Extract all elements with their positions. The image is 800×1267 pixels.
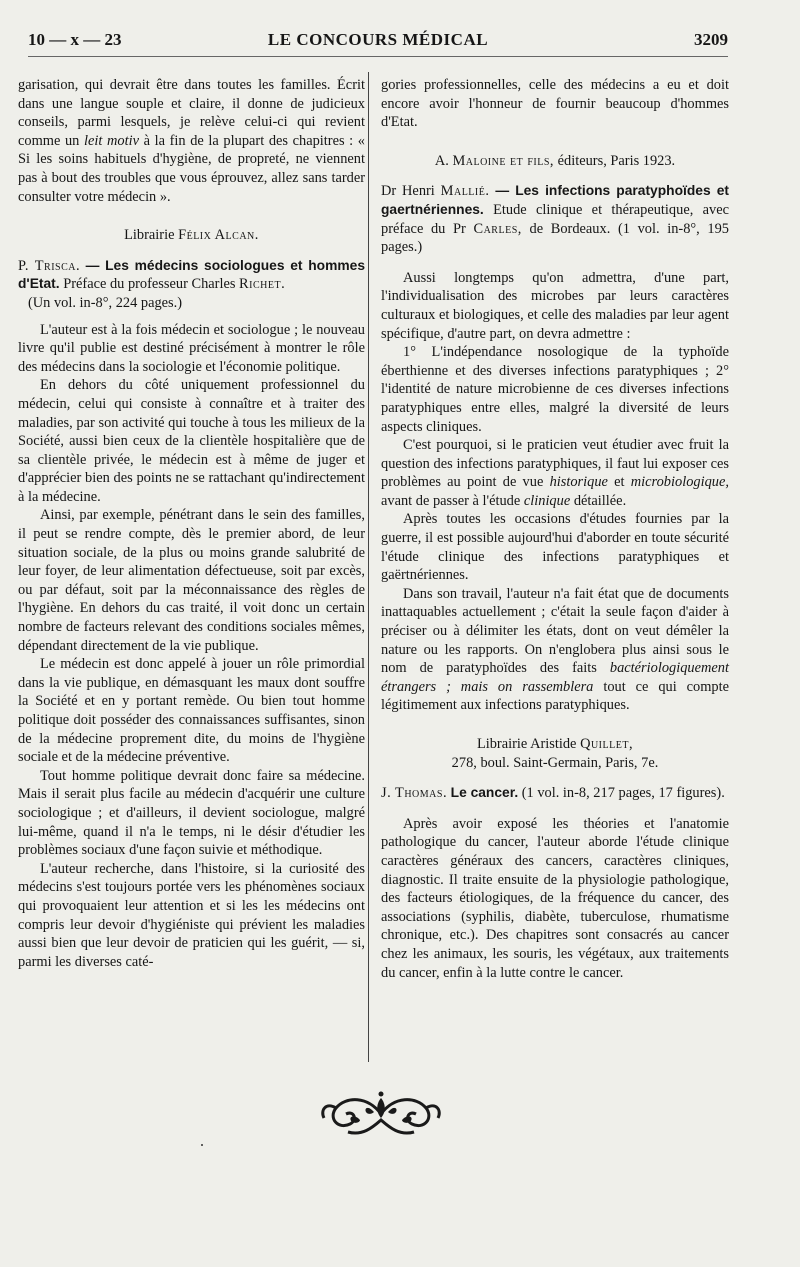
paragraph: C'est pourquoi, si le praticien veut étudier avec fruit la question des infections paratyphiques, il faut lui exposer ces problèmes au point de vue historique et microbiologique, avant de passer à l'étude clinique détaillée. (381, 437, 729, 509)
book-entry-thomas: J. Thomas. Le cancer. (1 vol. in-8, 217 pages, 17 figures). (381, 785, 725, 802)
paragraph-intro: garisation, qui devrait être dans toutes les familles. Écrit dans une langue souple et claire, il donne de judicieux conseils, parmi lesquels, je relève celui-ci qui revient comme un leit motiv à la fin de la plupart des chapitres : « Si les soins habituels d'hygiène, de propreté, ne viennent pas à bout des troubles que vous éprouvez, allez sans tarder consulter votre médecin ». (18, 77, 365, 205)
paragraph: L'auteur recherche, dans l'histoire, si la curiosité des médecins s'est toujours portée vers les phénomènes sociaux qui provoquaient leur attention et si les les médecins ont compris leur devoir d'hygiéniste qui prévient les maladies aussi bien que leur devoir de praticien qui les guérit, — si, parmi les diverses caté- (18, 860, 365, 970)
issue-number: 10 — x — 23 (28, 30, 122, 49)
book-details-trisca: (Un vol. in-8°, 224 pages.) (28, 294, 183, 311)
paragraph: Dans son travail, l'auteur n'a fait état que de documents inattaquables actuellement ; c'était la seule façon d'aider à préciser ou à délimiter les états, dont on veut démêler la nature ou les rapports. On n'englobera plus ainsi sous le nom de paratyphoïdes des faits bactériologiquement étrangers ; mais on rassemblera tout ce qui compte légitimement aux infections paratyphiques. (381, 585, 730, 714)
paragraph: 1° L'indépendance nosologique de la typhoïde éberthienne et des diverses infections paratyphiques ; 2° l'identité de nature microbienne de ces diverses infections paratyphiques entre elles, malgré la diversité de leurs aspects cliniques. (381, 344, 729, 435)
running-header (28, 30, 728, 54)
paragraph: Après avoir exposé les théories et l'anatomie pathologique du cancer, l'auteur aborde l'étude clinique caractères généraux des cancers, caractères cliniques, diagnostic. Il traite ensuite de la physiologie pathologique, des facteurs étiologiques, de la fréquence du cancer, des associations (syphilis, diabète, tuberculose, rhumatisme chronique, etc.). Des chapitres sont consacrés au cancer chez les animaux, les souris, les végétaux, aux traitements du cancer, enfin à la lutte contre le cancer. (381, 815, 729, 981)
header-rule (28, 56, 728, 57)
page-number: 3209 (694, 30, 728, 49)
paragraph: Ainsi, par exemple, pénétrant dans le sein des familles, il peut se rendre compte, dès le premier abord, de leur situation sociale, de la plus ou moins grande salubrité de leur foyer, de leur alimentation défectueuse, soit par excès, ou par défaut, soit par la méconnaissance des règles de l'hygiène. En dehors du cas traité, il voit donc un certain nombre de facteurs relevant des conditions sociales mêmes, dépendant directement de la vie publique. (18, 507, 365, 654)
journal-title: LE CONCOURS MÉDICAL (267, 30, 489, 49)
publisher-quillet: Librairie Aristide Quillet, (476, 736, 634, 752)
book-entry-mallie: Dr Henri Mallié. — Les infections paratyphoïdes et gaertnériennes. Etude clinique et thérapeutique, avec préface du Pr Carles, de Bordeaux. (1 vol. in-8°, 195 pages.) (381, 183, 729, 256)
speck (201, 1144, 203, 1146)
paragraph: En dehors du côté uniquement professionnel du médecin, celui qui consiste à connaître et à traiter des maladies, par son activité qui touche à tous les milieux de la Société, aussi bien ceux de la clientèle hospitalière que de sa clientèle privée, le médecin est à même de juger et d'apprécier bien des points ne se rattachant qu'indirectement à la médecine. (18, 377, 365, 505)
paragraph: Tout homme politique devrait donc faire sa médecine. Mais il serait plus facile au médecin d'acquérir une culture sociologique ; et d'ailleurs, il devient sociologue, malgré lui-même, quand il n'a le temps, ni le désir d'étudier les problèmes sociaux d'une façon suivie et méthodique. (18, 767, 365, 859)
publisher-maloine: A. Maloine et fils, éditeurs, Paris 1923. (434, 152, 676, 169)
paragraph: Aussi longtemps qu'on admettra, d'une part, l'individualisation des microbes par leurs caractères culturaux et biologiques, et celle des maladies par leur agent spécifique, d'autre part, on devra admettre : (381, 269, 729, 342)
publisher-address: 278, boul. Saint-Germain, Paris, 7e. (451, 754, 659, 771)
paragraph: Le médecin est donc appelé à jouer un rôle primordial dans la vie publique, en démasquant les maux dont souffre la Société et en y portant remède. Ou bien tout homme politique doit posséder des connaissances suffisantes, sinon de la médecine proprement dite, du moins de l'hygiène sociale et de la médecine préventive. (18, 656, 365, 766)
right-column (381, 76, 729, 982)
book-entry-trisca: P. Trisca. — Les médecins sociologues et hommes d'Etat. Préface du professeur Charles Richet. (18, 257, 365, 293)
left-column (18, 76, 365, 971)
fleuron-ornament-icon (318, 1088, 444, 1140)
paragraph-continued: gories professionnelles, celle des médecins a eu et doit encore avoir l'honneur de fournir beaucoup d'hommes d'Etat. (381, 77, 729, 131)
paragraph: L'auteur est à la fois médecin et sociologue ; le nouveau livre qu'il publie est destiné précisément à montrer le rôle des médecins dans la sociologie et l'économie politique. (18, 321, 365, 375)
column-divider (368, 72, 369, 1062)
publisher-alcan: Librairie Félix Alcan. (124, 227, 259, 244)
paragraph: Après toutes les occasions d'études fournies par la guerre, il est possible aujourd'hui d'aborder en toute sécurité l'étude clinique des infections paratyphiques et gaërtnériennes. (381, 511, 729, 584)
